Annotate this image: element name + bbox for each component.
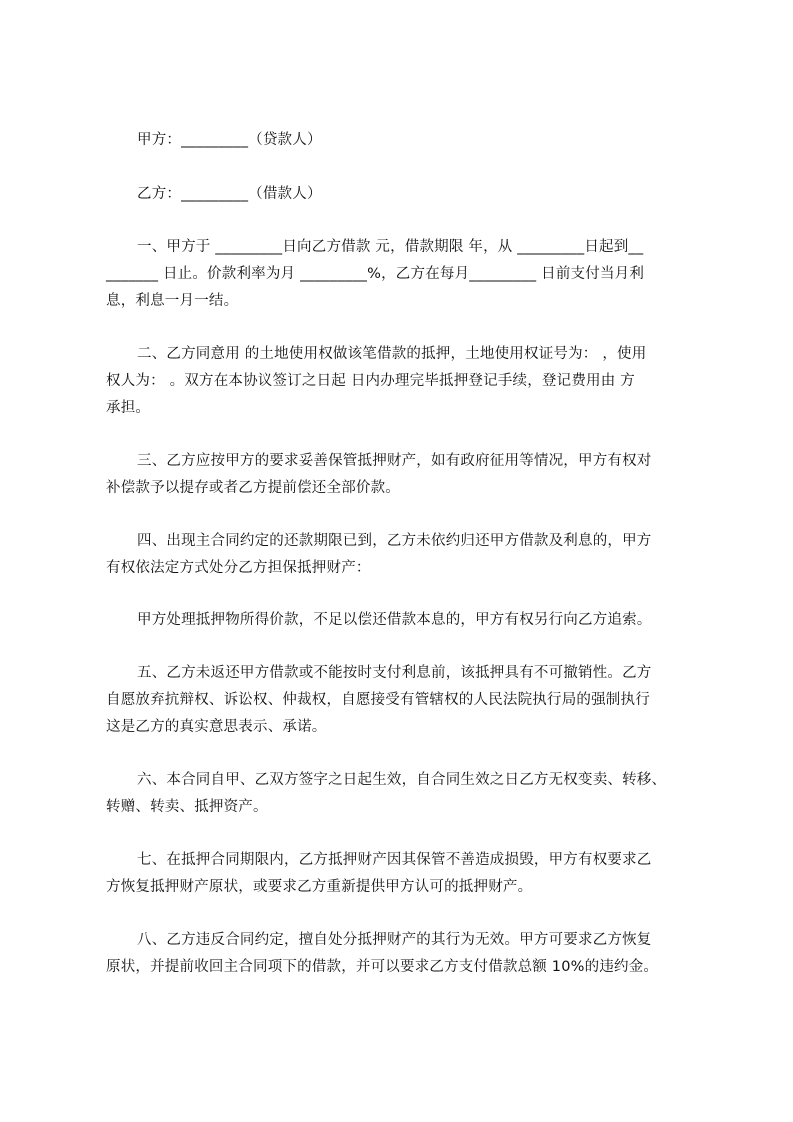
clause-5-line-3: 这是乙方的真实意思表示、承诺。 [106, 719, 327, 735]
clause-1-line-1: 一、甲方于 _________日向乙方借款 元，借款期限 年，从 _________日起到__ [137, 239, 644, 255]
clause-5-line-2: 自愿放弃抗辩权、诉讼权、仲裁权，自愿接受有管辖权的人民法院执行局的强制执行 [106, 692, 650, 708]
clause-6-line-1: 六、本合同自甲、乙双方签字之日起生效，自合同生效之日乙方无权变卖、转移、 [137, 772, 667, 788]
party-b-line: 乙方：_________（借款人） [137, 186, 322, 202]
party-a-line: 甲方：_________（贷款人） [137, 132, 322, 148]
clause-8-line-2: 原状，并提前收回主合同项下的借款，并可以要求乙方支付借款总额 10%的违约金。 [106, 959, 659, 975]
clause-6-line-2: 转赠、转卖、抵押资产。 [106, 799, 268, 815]
clause-5-line-1: 五、乙方未返还甲方借款或不能按时支付利息前，该抵押具有不可撤销性。乙方 [137, 665, 652, 681]
clause-3-line-1: 三、乙方应按甲方的要求妥善保管抵押财产，如有政府征用等情况，甲方有权对 [137, 453, 652, 469]
clause-1-line-2: _______ 日止。价款利率为月 _________%，乙方在每月_________ 日前支付当月利 [106, 266, 645, 282]
clause-2-line-2: 权人为： 。双方在本协议签订之日起 日内办理完毕抵押登记手续，登记费用由 方 [106, 373, 635, 389]
clause-3-line-2: 补偿款予以提存或者乙方提前偿还全部价款。 [106, 480, 400, 496]
clause-2-line-1: 二、乙方同意用 的土地使用权做该笔借款的抵押，土地使用权证号为： ，使用 [137, 346, 647, 362]
clause-2-line-3: 承担。 [106, 400, 151, 416]
clause-8-line-1: 八、乙方违反合同约定，擅自处分抵押财产的其行为无效。甲方可要求乙方恢复 [137, 932, 652, 948]
clause-7-line-1: 七、在抵押合同期限内，乙方抵押财产因其保管不善造成损毁，甲方有权要求乙 [137, 852, 652, 868]
clause-4-note: 甲方处理抵押物所得价款，不足以偿还借款本息的，甲方有权另行向乙方追索。 [137, 612, 652, 628]
clause-1-line-3: 息，利息一月一结。 [106, 293, 239, 309]
clause-4-line-1: 四、出现主合同约定的还款期限已到，乙方未依约归还甲方借款及利息的，甲方 [137, 533, 652, 549]
clause-7-line-2: 方恢复抵押财产原状，或要求乙方重新提供甲方认可的抵押财产。 [106, 879, 533, 895]
clause-4-line-2: 有权依法定方式处分乙方担保抵押财产： [106, 560, 371, 576]
